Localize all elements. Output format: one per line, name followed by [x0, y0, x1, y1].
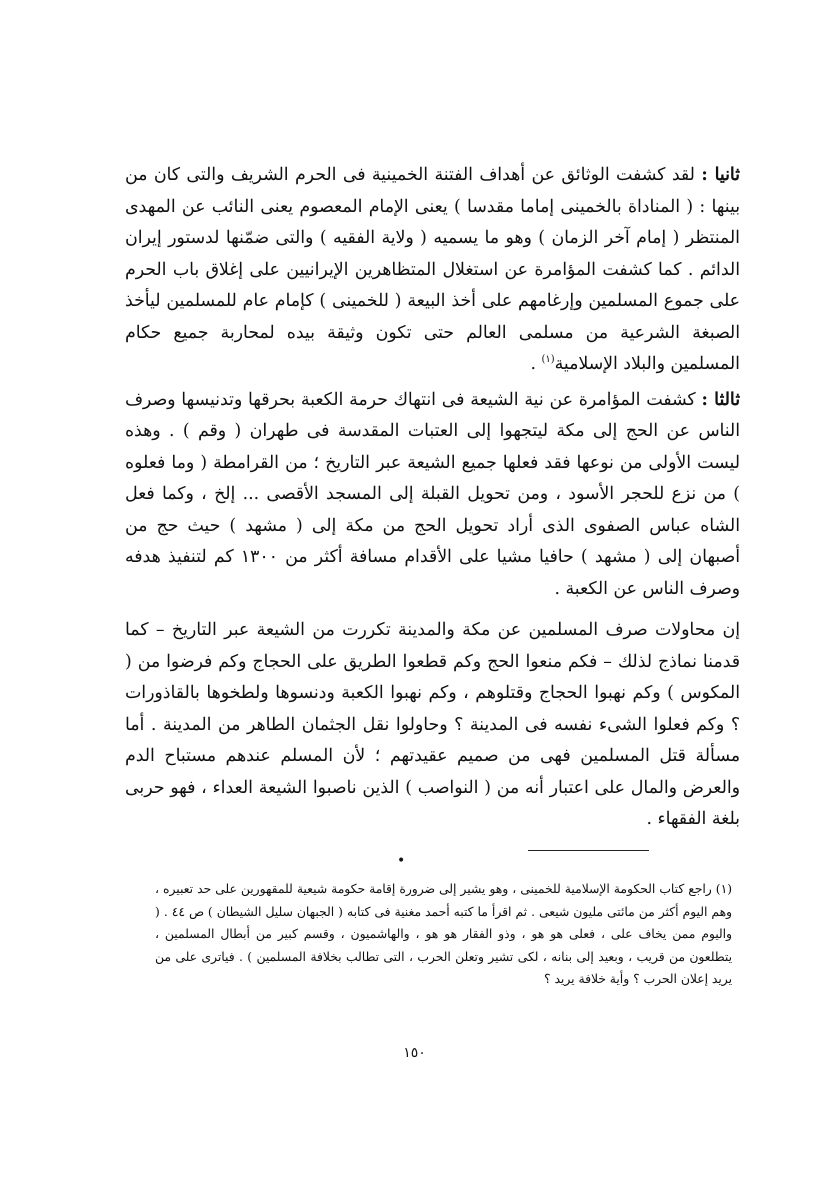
- paragraph-second: [125, 160, 740, 381]
- paragraph-lead: ثالثا :: [701, 389, 741, 410]
- page-number: ١٥٠: [403, 1045, 426, 1061]
- paragraph-body: إن محاولات صرف المسلمين عن مكة والمدينة تكررت من الشيعة عبر التاريخ – كما قدمنا نماذج لذلك – فكم منعوا الحج وكم قطعوا الطريق على الحجاج وكم فرضوا من ( المكوس ) وكم نهبوا الحجاج وقتلوهم ، وكم نهبوا الكعبة ودنسوها ولطخوها بالقاذورات ؟ وكم فعلوا الشىء نفسه فى المدينة ؟ وحاولوا نقل الجثمان الطاهر من المدينة . أما مسألة قتل المسلمين فهى من صميم عقيدتهم ؛ لأن المسلم عندهم مستباح الدم والعرض والمال على اعتبار أنه من ( النواصب ) الذين ناصبوا الشيعة العداء ، فهو حربى بلغة الفقهاء .: [125, 620, 740, 829]
- paragraph-closing: [125, 615, 740, 836]
- paragraph-third: [125, 385, 740, 606]
- paragraph-body: كشفت المؤامرة عن نية الشيعة فى انتهاك حرمة الكعبة بحرقها وتدنيسها وصرف الناس عن الحج إلى مكة ليتجهوا إلى العتبات المقدسة فى طهران ( وقم ) . وهذه ليست الأولى من نوعها فقد فعلها جميع الشيعة عبر التاريخ ؛ من القرامطة ( وما فعلوه ) من نزع للحجر الأسود ، ومن تحويل القبلة إلى المسجد الأقصى ... إلخ ، وكما فعل الشاه عباس الصفوى الذى أراد تحويل الحج من مكة إلى ( مشهد ) حيث حج من أصبهان إلى ( مشهد ) حافيا مشيا على الأقدام مسافة أكثر من ١٣٠٠ كم لتنفيذ هدفه وصرف الناس عن الكعبة .: [125, 389, 740, 599]
- footnote: (١) راجع كتاب الحكومة الإسلامية للخمينى ، وهو يشير إلى ضرورة إقامة حكومة شيعية للمقهورين على حد تعبيره ، وهم اليوم أكثر من مائتى مليون شيعى . ثم اقرأ ما كتبه أحمد مغنية فى كتابه ( الجبهان سليل الشيطان ) ص ٤٤ . ( واليوم ممن يخاف على ، فعلى هو هو ، وذو الفقار هو هو ، والهاشميون ، وقسم كبير من أبطال المسلمين ، يتطلعون من قريب ، وبعيد إلى بنانه ، لكى تشير وتعلن الحرب ، التى تطالب بخلافة المسلمين ) . فياترى على من يريد إعلان الحرب ؟ وأية خلافة يريد ؟: [155, 882, 732, 987]
- main-text: [125, 160, 740, 836]
- paragraph-body: لقد كشفت الوثائق عن أهداف الفتنة الخمينية فى الحرم الشريف والتى كان من بينها : ( المناداة بالخمينى إماما مقدسا ) يعنى الإمام المعصوم يعنى النائب عن المهدى المنتظر ( إمام آخر الزمان ) وهو ما يسميه ( ولاية الفقيه ) والتى ضمّنها لدستور إيران الدائم . كما كشفت المؤامرة عن استغلال المتظاهرين الإيرانيين على إغلاق باب الحرم على جموع المسلمين وإرغامهم على أخذ البيعة ( للخمينى ) كإمام عام للمسلمين ليأخذ الصبغة الشرعية من مسلمى العالم حتى تكون وثيقة بيده لمحاربة جميع حكام المسلمين والبلاد الإسلامية: [125, 165, 740, 374]
- stray-dot: •: [397, 853, 406, 869]
- paragraph-end: .: [530, 354, 542, 374]
- paragraph-lead: ثانيا :: [701, 165, 740, 185]
- footnote-separator: [528, 850, 649, 851]
- footnote-reference: (١): [541, 354, 555, 366]
